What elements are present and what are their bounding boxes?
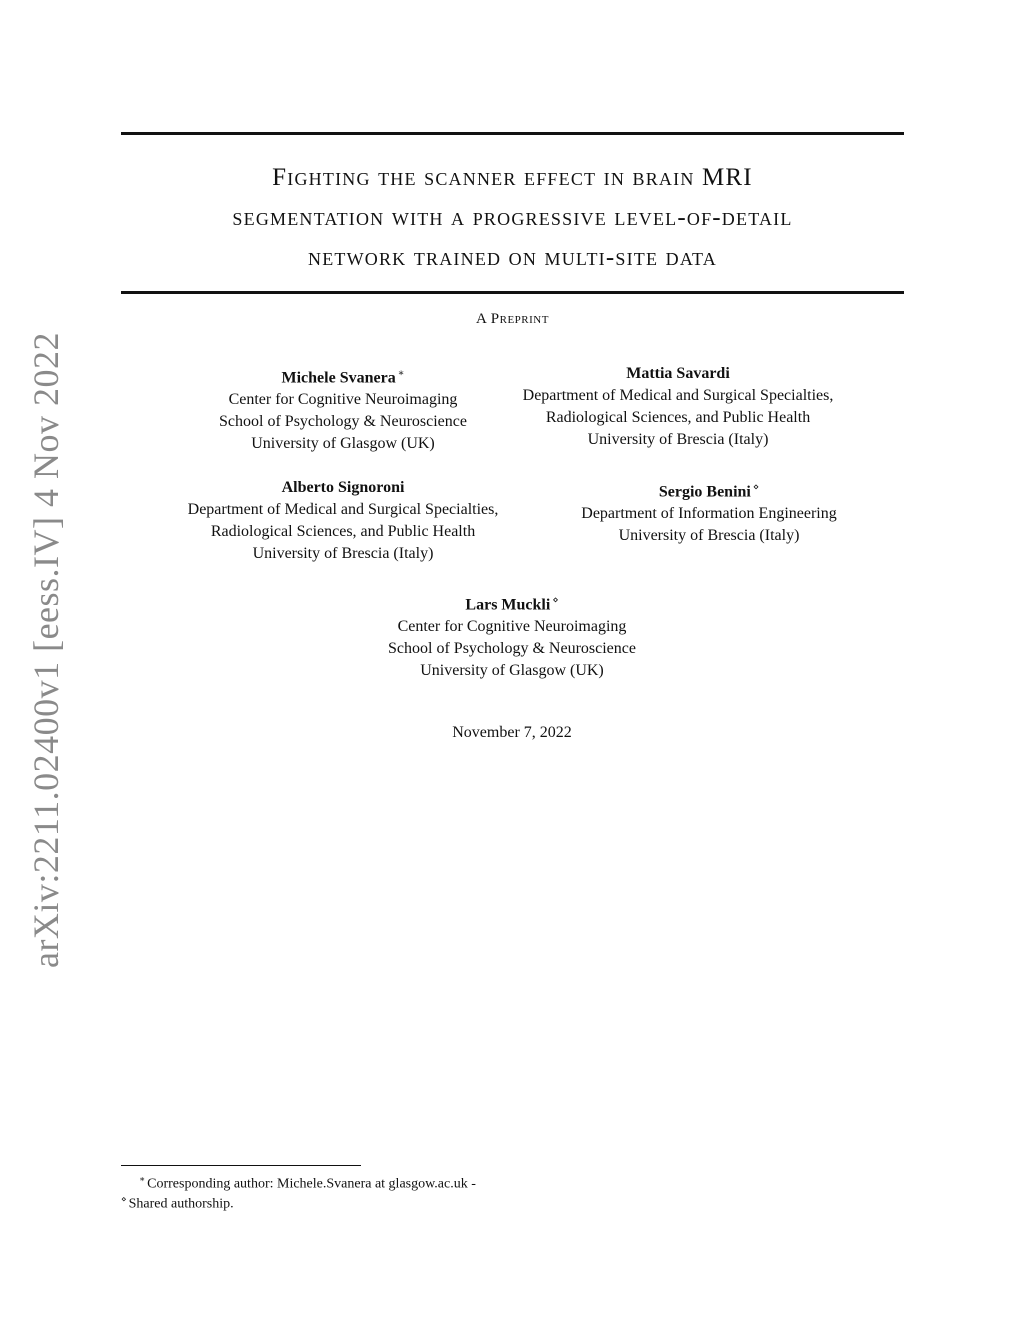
title-top-rule [121,132,904,135]
title-bottom-rule [121,291,904,294]
footnote-symbol: ∗ [139,1174,146,1184]
author-affiliation: Department of Information Engineering [581,505,837,523]
author-affiliation: University of Glasgow (UK) [420,662,604,680]
author-name: Mattia Savardi [626,365,730,382]
paper-date: November 7, 2022 [452,724,572,741]
arxiv-identifier-stamp: arXiv:2211.02400v1 [eess.IV] 4 Nov 2022 [26,331,66,969]
author-block [509,477,909,547]
author-footnote-mark: ∗ [397,368,405,379]
author-affiliation: University of Brescia (Italy) [587,431,769,448]
title-line-3: network trained on multi-site data [308,244,717,271]
author-affiliation: Department of Medical and Surgical Specialties, [187,501,499,518]
author-name: Michele Svanera [281,369,396,387]
author-affiliation: University of Brescia (Italy) [252,545,434,562]
footnote-symbol: ⋄ [121,1194,127,1204]
author-footnote-mark: ⋄ [752,482,760,493]
author-name: Lars Muckli [465,596,551,614]
title-acronym: MRI [701,164,753,191]
author-affiliation: Radiological Sciences, and Public Health [210,523,476,540]
author-affiliation: School of Psychology & Neuroscience [388,640,636,658]
author-affiliation: Center for Cognitive Neuroimaging [397,618,627,636]
author-affiliation: Radiological Sciences, and Public Health [545,409,811,426]
footnote-text: Shared authorship. [128,1196,234,1212]
author-footnote-mark: ⋄ [552,595,559,606]
author-affiliation: University of Brescia (Italy) [618,527,800,545]
author-affiliation: Department of Medical and Surgical Specialties, [522,387,834,404]
author-affiliation: School of Psychology & Neuroscience [219,413,467,431]
author-block [143,477,543,565]
author-block [312,590,712,682]
title-line-1 [121,158,904,198]
footnote-text: Corresponding author: Michele.Svanera at glasgow.ac.uk - [147,1176,476,1192]
title-line-2: segmentation with a progressive level-of-detail [232,204,793,231]
author-block [478,363,878,451]
author-affiliation: University of Glasgow (UK) [251,435,435,453]
paper-title [121,158,904,278]
footnote-rule [121,1165,361,1166]
title-line-1-text: Fighting the scanner effect in brain [272,164,695,191]
author-affiliation: Center for Cognitive Neuroimaging [228,391,458,409]
preprint-label: A Preprint [476,311,549,327]
author-name: Sergio Benini [658,483,751,501]
author-name: Alberto Signoroni [281,479,405,496]
footnote [121,1190,234,1214]
